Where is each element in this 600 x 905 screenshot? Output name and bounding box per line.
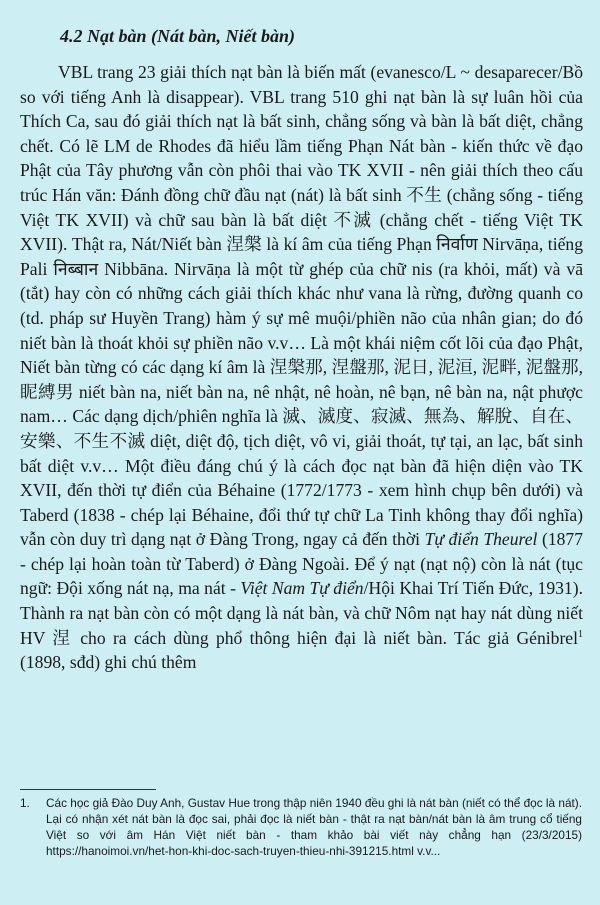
italic-title-theurel: Tự điển Theurel — [424, 529, 538, 550]
body-text-part-3: /Hội Khai Trí Tiến Đức, 1931). Thành ra nạt bàn còn có một dạng là nát bàn, và chữ Nôm nạt hay nát dùng niết HV 涅 cho ra cách dùng phổ thông hiện đại là niết bàn. Tác giả Génibrel — [20, 578, 583, 648]
footnote-separator — [20, 789, 156, 790]
body-text-part-4: (1898, sđd) ghi chú thêm — [20, 652, 197, 673]
section-heading: 4.2 Nạt bàn (Nát bàn, Niết bàn) — [60, 26, 296, 46]
body-text-part-1: VBL trang 23 giải thích nạt bàn là biến mất (evanesco/L ~ desaparecer/Bồ so với tiếng Anh là disappear). VBL trang 510 ghi nạt bàn là sự luân hồi của Thích Ca, sau đó giải thích nạt là bất sinh, chẳng sống và bàn là bất diệt, chẳng chết. Có lẽ LM de Rhodes đã hiểu lầm tiếng Phạn Nát bàn - kiến thức về đạo Phật của Tây phương vẫn còn phôi thai vào TK XVII - nên giải thích theo cấu trúc Hán văn: Đánh đồng chữ đầu nạt (nát) là bất sinh 不生 (chẳng sống - tiếng Việt TK XVII) và chữ sau bàn là bất diệt 不滅 (chẳng chết - tiếng Việt TK XVII). Thật ra, Nát/Niết bàn 涅槃 là kí âm của tiếng Phạn निर्वाण Nirvāṇa, tiếng Pali निब्बान Nibbāna. Nirvāṇa là một từ ghép của chữ nis (ra khỏi, mất) và vā (tắt) hay còn có những cách giải thích khác như vana là rừng, đường quanh co (td. pháp sư Huyền Trang) hàm ý sự mê muội/phiền não của nhân gian; do đó niết bàn là thoát khỏi sự phiền não v.v… Là một khái niệm cốt lõi của đạo Phật, Niết bàn từng có các dạng kí âm là 涅槃那, 涅盤那, 泥日, 泥洹, 泥畔, 泥盤那, 眤縛男 niết bàn na, niết bàn na, nê nhật, nê hoàn, nê bạn, nê bàn na, nật phược nam… Các dạng dịch/phiên nghĩa là 滅、滅度、寂滅、無為、解脫、自在、安樂、不生不滅 diệt, diệt độ, tịch diệt, vô vi, giải thoát, tự tại, an lạc, bất sinh bất diệt v.v… Một điều đáng chú ý là cách đọc nạt bàn đã hiện diện vào TK XVII, đến thời tự điển của Béhaine (1772/1773 - xem hình chụp bên dưới) và Taberd (1838 - chép lại Béhaine, đổi thứ tự chữ La Tinh không thay đổi nghĩa) vẫn còn duy trì dạng nạt ở Đàng Trong, ngay cả đến thời — [20, 62, 583, 550]
footnote-reference[interactable]: 1 — [578, 628, 583, 640]
body-text-part-2: (1877 - chép lại hoàn toàn từ Taberd) ở Đàng Ngoài. Để ý nạt (nạt nộ) còn là nát (tục ngữ: Đội xống nát nạ, ma nát - — [20, 529, 584, 599]
italic-title-vietnam-tu-dien: Việt Nam Tự điển — [240, 578, 364, 599]
footnote — [20, 795, 582, 859]
footnote-text: Các học giả Đào Duy Anh, Gustav Hue trong thập niên 1940 đều ghi là nát bàn (niết có thể đọc là nát). Lại có nhận xét nát bàn là đọc sai, phải đọc là niết bàn - thật ra nạt bàn/nát bàn là âm trung cổ tiếng Việt so với âm Hán Việt niết bàn - tham khảo bài viết này chẳng hạn (23/3/2015) https://hanoimoi.vn/het-hon-khi-doc-sach-truyen-thieu-nhi-391215.html v.v... — [46, 796, 582, 858]
body-paragraph — [20, 60, 583, 675]
footnote-number: 1. — [20, 796, 30, 810]
